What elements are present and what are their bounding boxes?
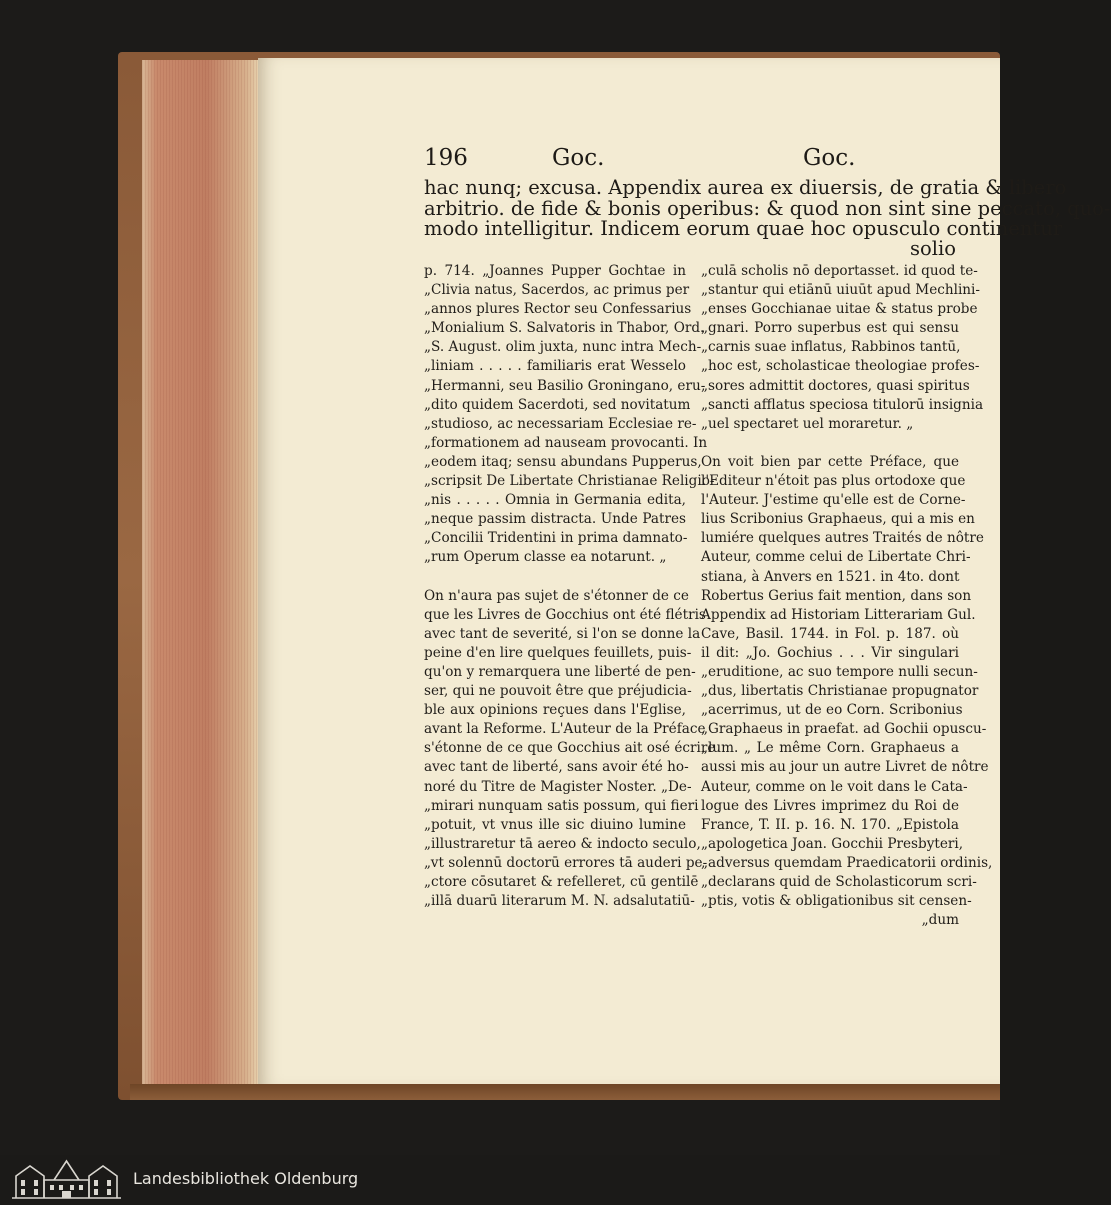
text-line: „uel spectaret uel moraretur. „: [701, 415, 914, 432]
text-line: „Monialium S. Salvatoris in Thabor, Ord.: [424, 320, 705, 337]
text-line: ble aux opinions reçues dans l'Eglise,: [424, 702, 686, 719]
text-line: „dus, libertatis Christianae propugnator: [701, 683, 979, 700]
text-line: „hoc est, scholasticae theologiae profes-: [701, 358, 980, 375]
text-line: „formationem ad nauseam provocanti. In: [424, 434, 708, 451]
text-line: noré du Titre de Magister Noster. „De-: [424, 778, 692, 795]
paragraph-gap: [424, 568, 686, 587]
text-line: „ptis, votis & obligationibus sit censen-: [701, 893, 972, 910]
text-line: „eruditione, ac suo tempore nulli secun-: [701, 663, 978, 680]
text-line: qu'on y remarquera une liberté de pen-: [424, 663, 696, 680]
text-line: Auteur, comme celui de Libertate Chri-: [701, 549, 971, 566]
text-line: „dito quidem Sacerdoti, sed novitatum: [424, 396, 691, 413]
text-line: „mirari nunquam satis possum, qui fieri: [424, 797, 699, 814]
title-line: hac nunq; excusa. Appendix aurea ex diuersis, de gratia & libero: [424, 176, 1067, 199]
text-line: lius Scribonius Graphaeus, qui a mis en: [701, 511, 975, 528]
text-line: „Graphaeus in praefat. ad Gochii opuscu-: [701, 721, 987, 738]
book-cover-bottom: [130, 1084, 1000, 1100]
text-line: „lum. „ Le même Corn. Graphaeus a: [701, 740, 959, 757]
text-line: avec tant de liberté, sans avoir été ho-: [424, 759, 689, 776]
text-line: „gnari. Porro superbus est qui sensu: [701, 320, 959, 337]
text-line: que les Livres de Gocchius ont été flétris: [424, 606, 706, 623]
text-line: France, T. II. p. 16. N. 170. „Epistola: [701, 816, 959, 833]
text-line: „enses Gocchianae uitae & status probe: [701, 301, 978, 318]
library-logo-icon: [10, 1158, 123, 1201]
text-line: avant la Reforme. L'Auteur de la Préface: [424, 721, 706, 738]
text-line: p. 714. „Joannes Pupper Gochtae in: [424, 263, 686, 279]
title-line: solio: [910, 237, 956, 260]
paragraph-gap: [701, 434, 959, 453]
text-line: „stantur qui etiānū uiuūt apud Mechlini-: [701, 282, 980, 299]
text-line: „liniam . . . . . familiaris erat Wesselo: [424, 358, 686, 375]
text-line: On n'aura pas sujet de s'étonner de ce: [424, 587, 689, 604]
text-line: il dit: „Jo. Gochius . . . Vir singulari: [701, 644, 959, 661]
left-column: [424, 262, 716, 911]
text-line: „apologetica Joan. Gocchii Presbyteri,: [701, 835, 964, 852]
text-line: avec tant de severité, si l'on se donne la: [424, 625, 701, 642]
text-line: „annos plures Rector seu Confessarius: [424, 301, 692, 318]
page-edges: [142, 60, 260, 1087]
text-line: lumiére quelques autres Traités de nôtre: [701, 530, 984, 547]
text-line: „carnis suae inflatus, Rabbinos tantū,: [701, 339, 961, 356]
text-line: „nis . . . . . Omnia in Germania edita,: [424, 492, 686, 509]
text-line: „sancti afflatus speciosa titulorū insignia: [701, 396, 984, 413]
text-line: Robertus Gerius fait mention, dans son: [701, 587, 972, 604]
text-line: l'Auteur. J'estime qu'elle est de Corne-: [701, 492, 966, 509]
text-line: On voit bien par cette Préface, que: [701, 453, 959, 470]
text-line: „rum Operum classe ea notarunt. „: [424, 549, 667, 566]
text-line: „Hermanni, seu Basilio Groningano, eru-: [424, 377, 706, 394]
text-line: „culā scholis nō deportasset. id quod te-: [701, 263, 978, 279]
text-line: stiana, à Anvers en 1521. in 4to. dont: [701, 568, 960, 585]
text-line: „studioso, ac necessariam Ecclesiae re-: [424, 415, 697, 432]
text-line: ser, qui ne pouvoit être que préjudicia-: [424, 683, 692, 700]
text-line: s'étonne de ce que Gocchius ait osé écrire: [424, 740, 716, 757]
text-line: „scripsit De Libertate Christianae Religio-: [424, 473, 715, 490]
title-line: arbitrio. de fide & bonis operibus: & quod non sint sine peccato, quo-: [424, 197, 1111, 220]
text-line: „neque passim distracta. Unde Patres: [424, 511, 686, 528]
text-line: Appendix ad Historiam Litterariam Gul.: [701, 606, 976, 623]
text-line: logue des Livres imprimez du Roi de: [701, 797, 959, 814]
text-line: „adversus quemdam Praedicatorii ordinis,: [701, 854, 993, 871]
text-line: „potuit, vt vnus ille sic diuino lumine: [424, 816, 686, 833]
text-line: „Clivia natus, Sacerdos, ac primus per: [424, 282, 690, 299]
library-name: Landesbibliothek Oldenburg: [133, 1169, 359, 1188]
text-line: „declarans quid de Scholasticorum scri-: [701, 874, 977, 890]
text-line: Cave, Basil. 1744. in Fol. p. 187. où: [701, 625, 959, 642]
catchword: „dum: [921, 912, 959, 929]
text-line: peine d'en lire quelques feuillets, puis-: [424, 644, 692, 661]
running-head-right: Goc.: [803, 145, 856, 171]
text-line: „ctore cōsutaret & refelleret, cū gentilē: [424, 874, 699, 890]
text-line: l'Editeur n'étoit pas plus ortodoxe que: [701, 473, 966, 490]
text-line: „vt solennū doctorū errores tā auderi pe-: [424, 854, 708, 871]
text-line: „illustraretur tā aereo & indocto seculo,: [424, 835, 701, 852]
page-number: 196: [424, 145, 468, 171]
text-line: „sores admittit doctores, quasi spiritus: [701, 377, 970, 394]
text-line: „S. August. olim juxta, nunc intra Mech-: [424, 339, 702, 356]
text-line: aussi mis au jour un autre Livret de nôtre: [701, 759, 989, 776]
right-column: [701, 262, 993, 930]
text-line: „Concilii Tridentini in prima damnato-: [424, 530, 688, 547]
text-line: „eodem itaq; sensu abundans Pupperus,: [424, 453, 702, 470]
text-line: „illā duarū literarum M. N. adsalutatiū-: [424, 893, 695, 910]
running-head-left: Goc.: [552, 145, 605, 171]
text-line: „acerrimus, ut de eo Corn. Scribonius: [701, 702, 963, 719]
text-line: Auteur, comme on le voit dans le Cata-: [701, 778, 968, 795]
title-line: modo intelligitur. Indicem eorum quae hoc opusculo continentur: [424, 217, 1063, 240]
